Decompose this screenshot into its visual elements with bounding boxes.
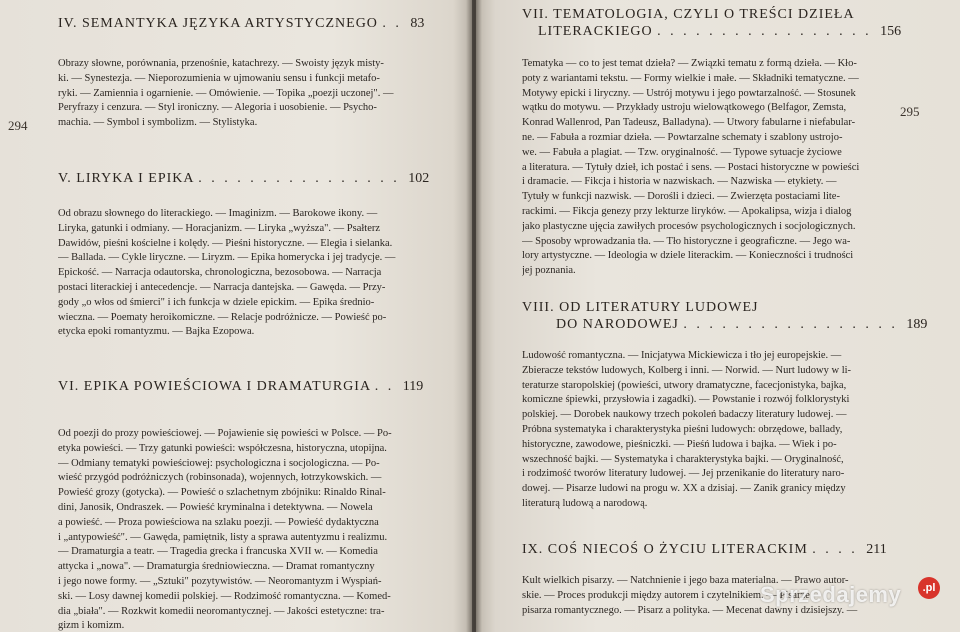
body-line: lory artystyczne. — Ideologia w dziele literackim. — Konieczności i trudności bbox=[522, 250, 854, 262]
body-line: Konrad Wallenrod, Pan Tadeusz, Balladyna). — Utwory fabularne i niefabular- bbox=[522, 117, 856, 129]
body-line: Od poezji do prozy powieściowej. — Pojawienie się powieści w Polsce. — Po- bbox=[58, 428, 392, 439]
toc-section-iv bbox=[58, 15, 425, 131]
body-line: Tytuły w funkcji nazwisk. — Dorośli i dzieci. — Zwierzęta postaciami lite- bbox=[522, 191, 840, 203]
section-page: 83 bbox=[410, 16, 425, 31]
section-heading bbox=[522, 299, 928, 333]
body-line: Epickość. — Narracja odautorska, chronologiczna, bezosobowa. — Narracja bbox=[58, 267, 382, 279]
body-line: dini, Janosik, Ondraszek. — Powieść kryminalna i detektywna. — Nowela bbox=[58, 501, 373, 513]
body-line: etycka epoki romantyzmu. — Bajka Ezopowa. bbox=[58, 326, 255, 338]
section-page: 211 bbox=[866, 542, 887, 557]
body-line: gizm i komizm. bbox=[58, 620, 125, 632]
section-heading bbox=[522, 541, 894, 558]
body-line: i jego nowe formy. — „Sztuki" pozytywistów. — Neoromantyzm i Wyspiań- bbox=[58, 575, 382, 587]
body-line: etyka powieści. — Trzy gatunki powieści: współczesna, historyczna, utopijna. bbox=[58, 442, 387, 454]
toc-section-vi bbox=[58, 378, 424, 632]
body-line: wszechność bajki. — Systematyka i charakterystyka bajki. — Oryginalność, bbox=[522, 453, 844, 465]
page-number-right: 295 bbox=[900, 104, 920, 119]
body-line: — Sposoby wprowadzania tła. — Tło historyczne i geograficzne. — Jego wa- bbox=[522, 235, 851, 247]
body-line: attycka i „nowa". — Dramaturgia średniowieczna. — Dramat romantyczny bbox=[58, 561, 375, 573]
body-line: poty z wariantami tekstu. — Formy wielkie i małe. — Składniki tematyczne. — bbox=[522, 72, 859, 84]
section-heading bbox=[58, 170, 430, 187]
section-subtitle: LITERACKIEGO bbox=[538, 24, 653, 39]
section-body bbox=[58, 57, 418, 131]
body-line: komiczne śpiewki, przysłowia i zagadki). — Powstanie i rozwój folklorystyki bbox=[522, 394, 850, 406]
section-subtitle-line bbox=[522, 316, 928, 333]
body-line: historyczne, zawodowe, pieśniczki. — Pieśń ludowa i bajka. — Wiek i po- bbox=[522, 438, 837, 450]
body-line: ryki. — Zamiennia i ogarnienie. — Omówienie. — Topika „poezji uczonej". — bbox=[58, 87, 394, 99]
body-line: Zbieracze tekstów ludowych, Kolberg i inni. — Norwid. — Nurt ludowy w li- bbox=[522, 364, 852, 376]
right-page bbox=[476, 0, 960, 632]
body-line: Od obrazu słownego do literackiego. — Imaginizm. — Barokowe ikony. — bbox=[58, 208, 378, 219]
body-line: Liryka, gatunki i odmiany. — Horacjanizm. — Liryka „wyższa". — Psałterz bbox=[58, 222, 381, 234]
body-line: Ludowość romantyczna. — Inicjatywa Mickiewicza i tło jej europejskie. — bbox=[522, 350, 842, 361]
leader-dots: . . bbox=[382, 16, 402, 31]
section-heading bbox=[58, 378, 424, 395]
section-page: 102 bbox=[408, 171, 430, 186]
leader-dots: . . . . bbox=[812, 542, 858, 557]
body-line: rackimi. — Fikcja genezy przy lekturze liryków. — Apokalipsa, wizja i dialog bbox=[522, 205, 852, 217]
body-line: wątku do motywu. — Przykłady ustroju wielowątkowego (Belfagor, Zemsta, bbox=[522, 102, 847, 114]
body-line: gody „o włos od śmierci" i ich funkcja w dziele epickim. — Epika średnio- bbox=[58, 296, 375, 308]
watermark-badge: .pl bbox=[918, 577, 940, 599]
section-title: IV. SEMANTYKA JĘZYKA ARTYSTYCZNEGO bbox=[58, 16, 378, 31]
body-line: pisarza romantycznego. — Pisarz a polityka. — Mecenat dawny i dzisiejszy. — bbox=[522, 604, 858, 616]
body-line: Motywy epicki i liryczny. — Ustrój motywu i jego powtarzalność. — Stosunek bbox=[522, 87, 856, 99]
body-line: dia „biała". — Rozkwit komedii neoromantycznej. — Jakości estetyczne: tra- bbox=[58, 605, 385, 617]
section-subtitle: DO NARODOWEJ bbox=[556, 317, 679, 332]
body-line: teraturze staropolskiej (powieści, utwory dramatyczne, facecjonistyka, bajka, bbox=[522, 379, 847, 391]
leader-dots: . . bbox=[374, 379, 395, 394]
section-body bbox=[58, 427, 418, 632]
body-line: polskiej. — Dorobek naukowy trzech pokoleń badaczy literatury ludowej. — bbox=[522, 409, 847, 421]
section-body bbox=[522, 57, 894, 279]
section-title: VIII. OD LITERATURY LUDOWEJ bbox=[522, 300, 759, 315]
body-line: Próbna systematyka i charakterystyka pieśni ludowych: obrzędowe, ballady, bbox=[522, 423, 843, 435]
body-line: Obrazy słowne, porównania, przenośnie, katachrezy. — Swoisty język misty- bbox=[58, 58, 384, 69]
section-page: 119 bbox=[402, 379, 424, 394]
body-line: i dramacie. — Fikcja i historia w nazwiskach. — Nazwiska — etykiety. — bbox=[522, 176, 837, 188]
leader-dots: . . . . . . . . . . . . . . . . bbox=[198, 171, 400, 186]
section-page: 156 bbox=[880, 24, 902, 39]
section-title: VII. TEMATOLOGIA, CZYLI O TREŚCI DZIEŁA bbox=[522, 7, 855, 22]
body-line: Tematyka — co to jest temat dzieła? — Związki tematu z formą dzieła. — Kło- bbox=[522, 58, 857, 69]
body-line: — Dramaturgia a teatr. — Tragedia grecka i francuska XVII w. — Komedia bbox=[58, 546, 378, 558]
body-line: we. — Fabuła a plagiat. — Tzw. oryginalność. — Typowe sytuacje życiowe bbox=[522, 146, 842, 158]
section-page: 189 bbox=[906, 317, 928, 332]
body-line: wieczna. — Poematy heroikomiczne. — Relacje podróżnicze. — Powieść po- bbox=[58, 311, 387, 323]
body-line: i rodzimość tworów literatury ludowej. — Jej przenikanie do literatury naro- bbox=[522, 468, 845, 480]
book-gutter-shadow bbox=[466, 0, 482, 632]
section-heading bbox=[522, 6, 902, 40]
body-line: postaci literackiej i antecedencje. — Narracja dantejska. — Gawęda. — Przy- bbox=[58, 281, 386, 293]
body-line: i „antypowieść". — Gawęda, pamiętnik, listy a sprawa autentyzmu i realizmu. bbox=[58, 531, 388, 543]
body-line: jako plastyczne ujęcia zawiłych procesów psychologicznych i socjologicznych. bbox=[522, 220, 856, 232]
body-line: ski. — Losy dawnej komedii polskiej. — Rodzimość romantyczna. — Komed- bbox=[58, 590, 391, 602]
section-body bbox=[58, 207, 418, 340]
leader-dots: . . . . . . . . . . . . . . . . . bbox=[657, 24, 872, 39]
left-page bbox=[0, 0, 472, 632]
body-line: a powieść. — Proza powieściowa na szlaku poezji. — Powieść dydaktyczna bbox=[58, 516, 379, 528]
leader-dots: . . . . . . . . . . . . . . . . . bbox=[683, 317, 898, 332]
section-heading bbox=[58, 15, 425, 32]
section-title: IX. COŚ NIECOŚ O ŻYCIU LITERACKIM bbox=[522, 542, 808, 557]
section-subtitle-line bbox=[522, 23, 902, 40]
body-line: Kult wielkich pisarzy. — Natchnienie i jego baza materialna. — Prawo autor- bbox=[522, 575, 849, 586]
body-line: dowej. — Pisarze ludowi na progu w. XX a dzisiaj. — Zanik granicy między bbox=[522, 483, 846, 495]
toc-section-viii bbox=[522, 299, 928, 512]
body-line: Powieść grozy (gotycka). — Powieść o szlachetnym zbójniku: Rinaldo Rinal- bbox=[58, 487, 386, 499]
toc-section-vii bbox=[522, 6, 902, 279]
body-line: — Ballada. — Cykle liryczne. — Liryzm. — Epika homerycka i jej tradycje. — bbox=[58, 252, 396, 264]
section-title: VI. EPIKA POWIEŚCIOWA I DRAMATURGIA bbox=[58, 379, 371, 394]
body-line: ki. — Synestezja. — Nieporozumienia w ujmowaniu sensu i funkcji metafo- bbox=[58, 72, 380, 84]
body-line: a literatura. — Tytuły dzieł, ich postać i sens. — Postaci historyczne w powieści bbox=[522, 161, 860, 173]
section-body bbox=[522, 349, 894, 512]
body-line: ne. — Fabuła a rozmiar dzieła. — Powtarzalne schematy i szablony ustrojo- bbox=[522, 131, 843, 143]
body-line: literaturą ludową a narodową. bbox=[522, 497, 648, 509]
body-line: Dawidów, pieśni kościelne i kolędy. — Pieśni historyczne. — Elegia i sielanka. bbox=[58, 237, 393, 249]
body-line: machia. — Symbol i symbolizm. — Stylistyka. bbox=[58, 117, 258, 129]
body-line: — Odmiany tematyki powieściowej: psychologiczna i socjologiczna. — Po- bbox=[58, 457, 380, 469]
body-line: skie. — Proces produkcji między autorem i czytelnikiem. — Pisarze bbox=[522, 589, 810, 601]
watermark-text: Sprzedajemy bbox=[760, 582, 902, 607]
toc-section-v bbox=[58, 170, 430, 340]
section-title: V. LIRYKA I EPIKA bbox=[58, 171, 194, 186]
body-line: Peryfrazy i cenzura. — Styl ironiczny. — Alegoria i uosobienie. — Psycho- bbox=[58, 102, 377, 114]
body-line: wieść przygód podróżniczych (robinsonada), wojennych, łotrzykowskich. — bbox=[58, 472, 382, 484]
page-number-left: 294 bbox=[8, 118, 28, 133]
body-line: jej poznania. bbox=[522, 265, 576, 277]
